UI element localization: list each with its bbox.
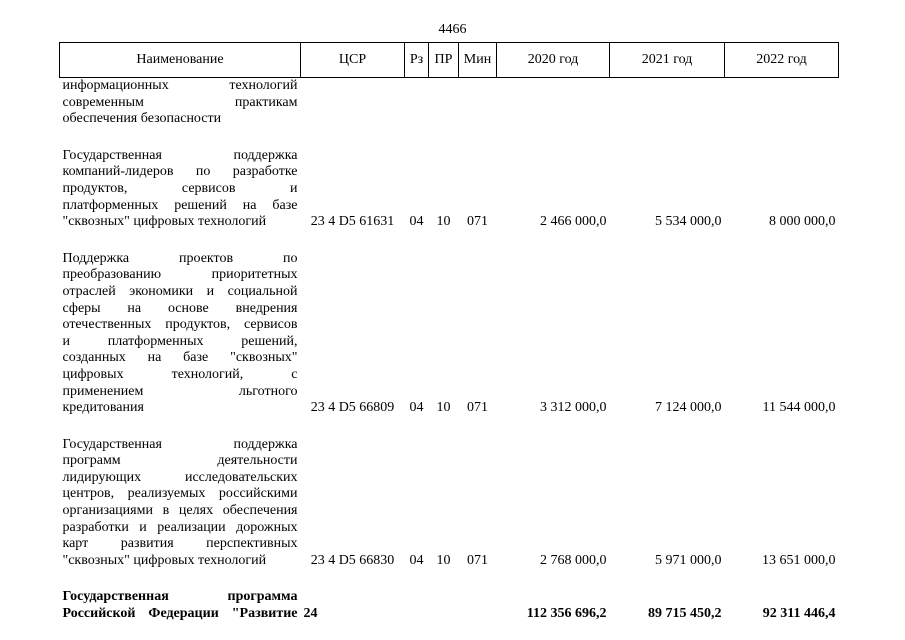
header-rz: Рз	[405, 43, 429, 78]
row-spacer-cell	[60, 569, 839, 589]
row-amount-2022: 92 311 446,4	[762, 606, 836, 622]
row-name	[60, 78, 301, 128]
row-amount-2020: 112 356 696,2	[526, 606, 607, 622]
row-min: 071	[467, 552, 488, 568]
row-name	[60, 589, 301, 622]
row-name-line: Государственная программа	[62, 589, 298, 605]
header-name: Наименование	[60, 43, 301, 78]
row-amount-2020: 3 312 000,0	[540, 400, 607, 416]
row-csr: 23 4 D5 66830	[310, 552, 395, 568]
row-name-line: организациями в целях обеспечения	[62, 503, 298, 519]
row-name-line: цифровых технологий, с	[62, 366, 298, 382]
row-spacer-cell	[60, 128, 839, 148]
row-spacer	[60, 569, 839, 589]
header-csr: ЦСР	[301, 43, 405, 78]
row-name-line: лидирующих исследовательских	[62, 469, 298, 485]
row-rz: 04	[409, 400, 424, 416]
row-min	[459, 78, 497, 128]
row-csr: 23 4 D5 66809	[310, 400, 395, 416]
row-rz	[405, 589, 429, 622]
row-amount-2022: 11 544 000,0	[762, 400, 836, 416]
row-csr	[301, 78, 405, 128]
header-2022: 2022 год	[725, 43, 839, 78]
row-name	[60, 437, 301, 570]
row-name-line: "сквозных" цифровых технологий	[62, 214, 267, 230]
row-rz: 04	[409, 214, 424, 230]
row-name-line: кредитования	[62, 400, 144, 416]
row-amount-2021: 5 534 000,0	[655, 214, 722, 230]
row-name-line: разработки и реализации дорожных	[62, 519, 298, 535]
row-spacer-cell	[60, 231, 839, 251]
row-name-line: платформенных решений на базе	[62, 197, 298, 213]
row-name-line: компаний-лидеров по разработке	[62, 164, 298, 180]
row-spacer	[60, 128, 839, 148]
row-amount-2021: 7 124 000,0	[655, 400, 722, 416]
row-pr: 10	[436, 552, 451, 568]
header-pr: ПР	[429, 43, 459, 78]
table-row	[60, 437, 839, 570]
header-2021: 2021 год	[610, 43, 725, 78]
row-amount-2021: 89 715 450,2	[648, 606, 722, 622]
row-spacer-cell	[60, 417, 839, 437]
row-name-line: "сквозных" цифровых технологий	[62, 552, 267, 568]
row-csr: 24	[303, 606, 318, 622]
table-header-row	[60, 43, 839, 78]
row-name-line: обеспечения безопасности	[62, 111, 222, 127]
row-name-line: сферы на основе внедрения	[62, 300, 298, 316]
row-pr	[429, 589, 459, 622]
row-amount-2022: 13 651 000,0	[762, 552, 836, 568]
row-name	[60, 148, 301, 231]
row-spacer	[60, 417, 839, 437]
row-amount-2021: 5 971 000,0	[655, 552, 722, 568]
row-min	[459, 589, 497, 622]
row-amount-2020: 2 466 000,0	[540, 214, 607, 230]
row-name-line: современным практикам	[62, 94, 298, 110]
row-name-line: карт развития перспективных	[62, 536, 298, 552]
row-name-line: отечественных продуктов, сервисов	[62, 317, 298, 333]
header-2020: 2020 год	[497, 43, 610, 78]
row-name	[60, 251, 301, 417]
row-name-line: центров, реализуемых российскими	[62, 486, 298, 502]
row-name-line: созданных на базе "сквозных"	[62, 350, 298, 366]
row-spacer	[60, 231, 839, 251]
row-name-line: программ деятельности	[62, 453, 298, 469]
row-amount-2022: 8 000 000,0	[769, 214, 836, 230]
table-row	[60, 78, 839, 128]
row-rz	[405, 78, 429, 128]
header-min: Мин	[459, 43, 497, 78]
row-name-line: Государственная поддержка	[62, 147, 298, 163]
page-number: 4466	[438, 22, 467, 37]
row-pr: 10	[436, 214, 451, 230]
row-rz: 04	[409, 552, 424, 568]
row-name-line: Поддержка проектов по	[62, 250, 298, 266]
table-row	[60, 251, 839, 417]
row-name-line: и платформенных решений,	[62, 333, 298, 349]
table-body	[60, 78, 839, 623]
row-pr: 10	[436, 400, 451, 416]
row-name-line: преобразованию приоритетных	[62, 267, 298, 283]
row-name-line: применением льготного	[62, 383, 298, 399]
table-row	[60, 589, 839, 622]
row-min: 071	[467, 400, 488, 416]
row-name-line: Российской Федерации "Развитие	[62, 606, 298, 622]
row-name-line: отраслей экономики и социальной	[62, 283, 298, 299]
row-amount-2022	[725, 78, 839, 128]
row-amount-2020	[497, 78, 610, 128]
row-min: 071	[467, 214, 488, 230]
row-name-line: продуктов, сервисов и	[62, 180, 298, 196]
row-name-line: информационных технологий	[62, 78, 298, 93]
table-row	[60, 148, 839, 231]
budget-table	[59, 42, 839, 623]
row-amount-2020: 2 768 000,0	[540, 552, 607, 568]
row-csr: 23 4 D5 61631	[310, 214, 395, 230]
row-pr	[429, 78, 459, 128]
row-name-line: Государственная поддержка	[62, 436, 298, 452]
row-amount-2021	[610, 78, 725, 128]
